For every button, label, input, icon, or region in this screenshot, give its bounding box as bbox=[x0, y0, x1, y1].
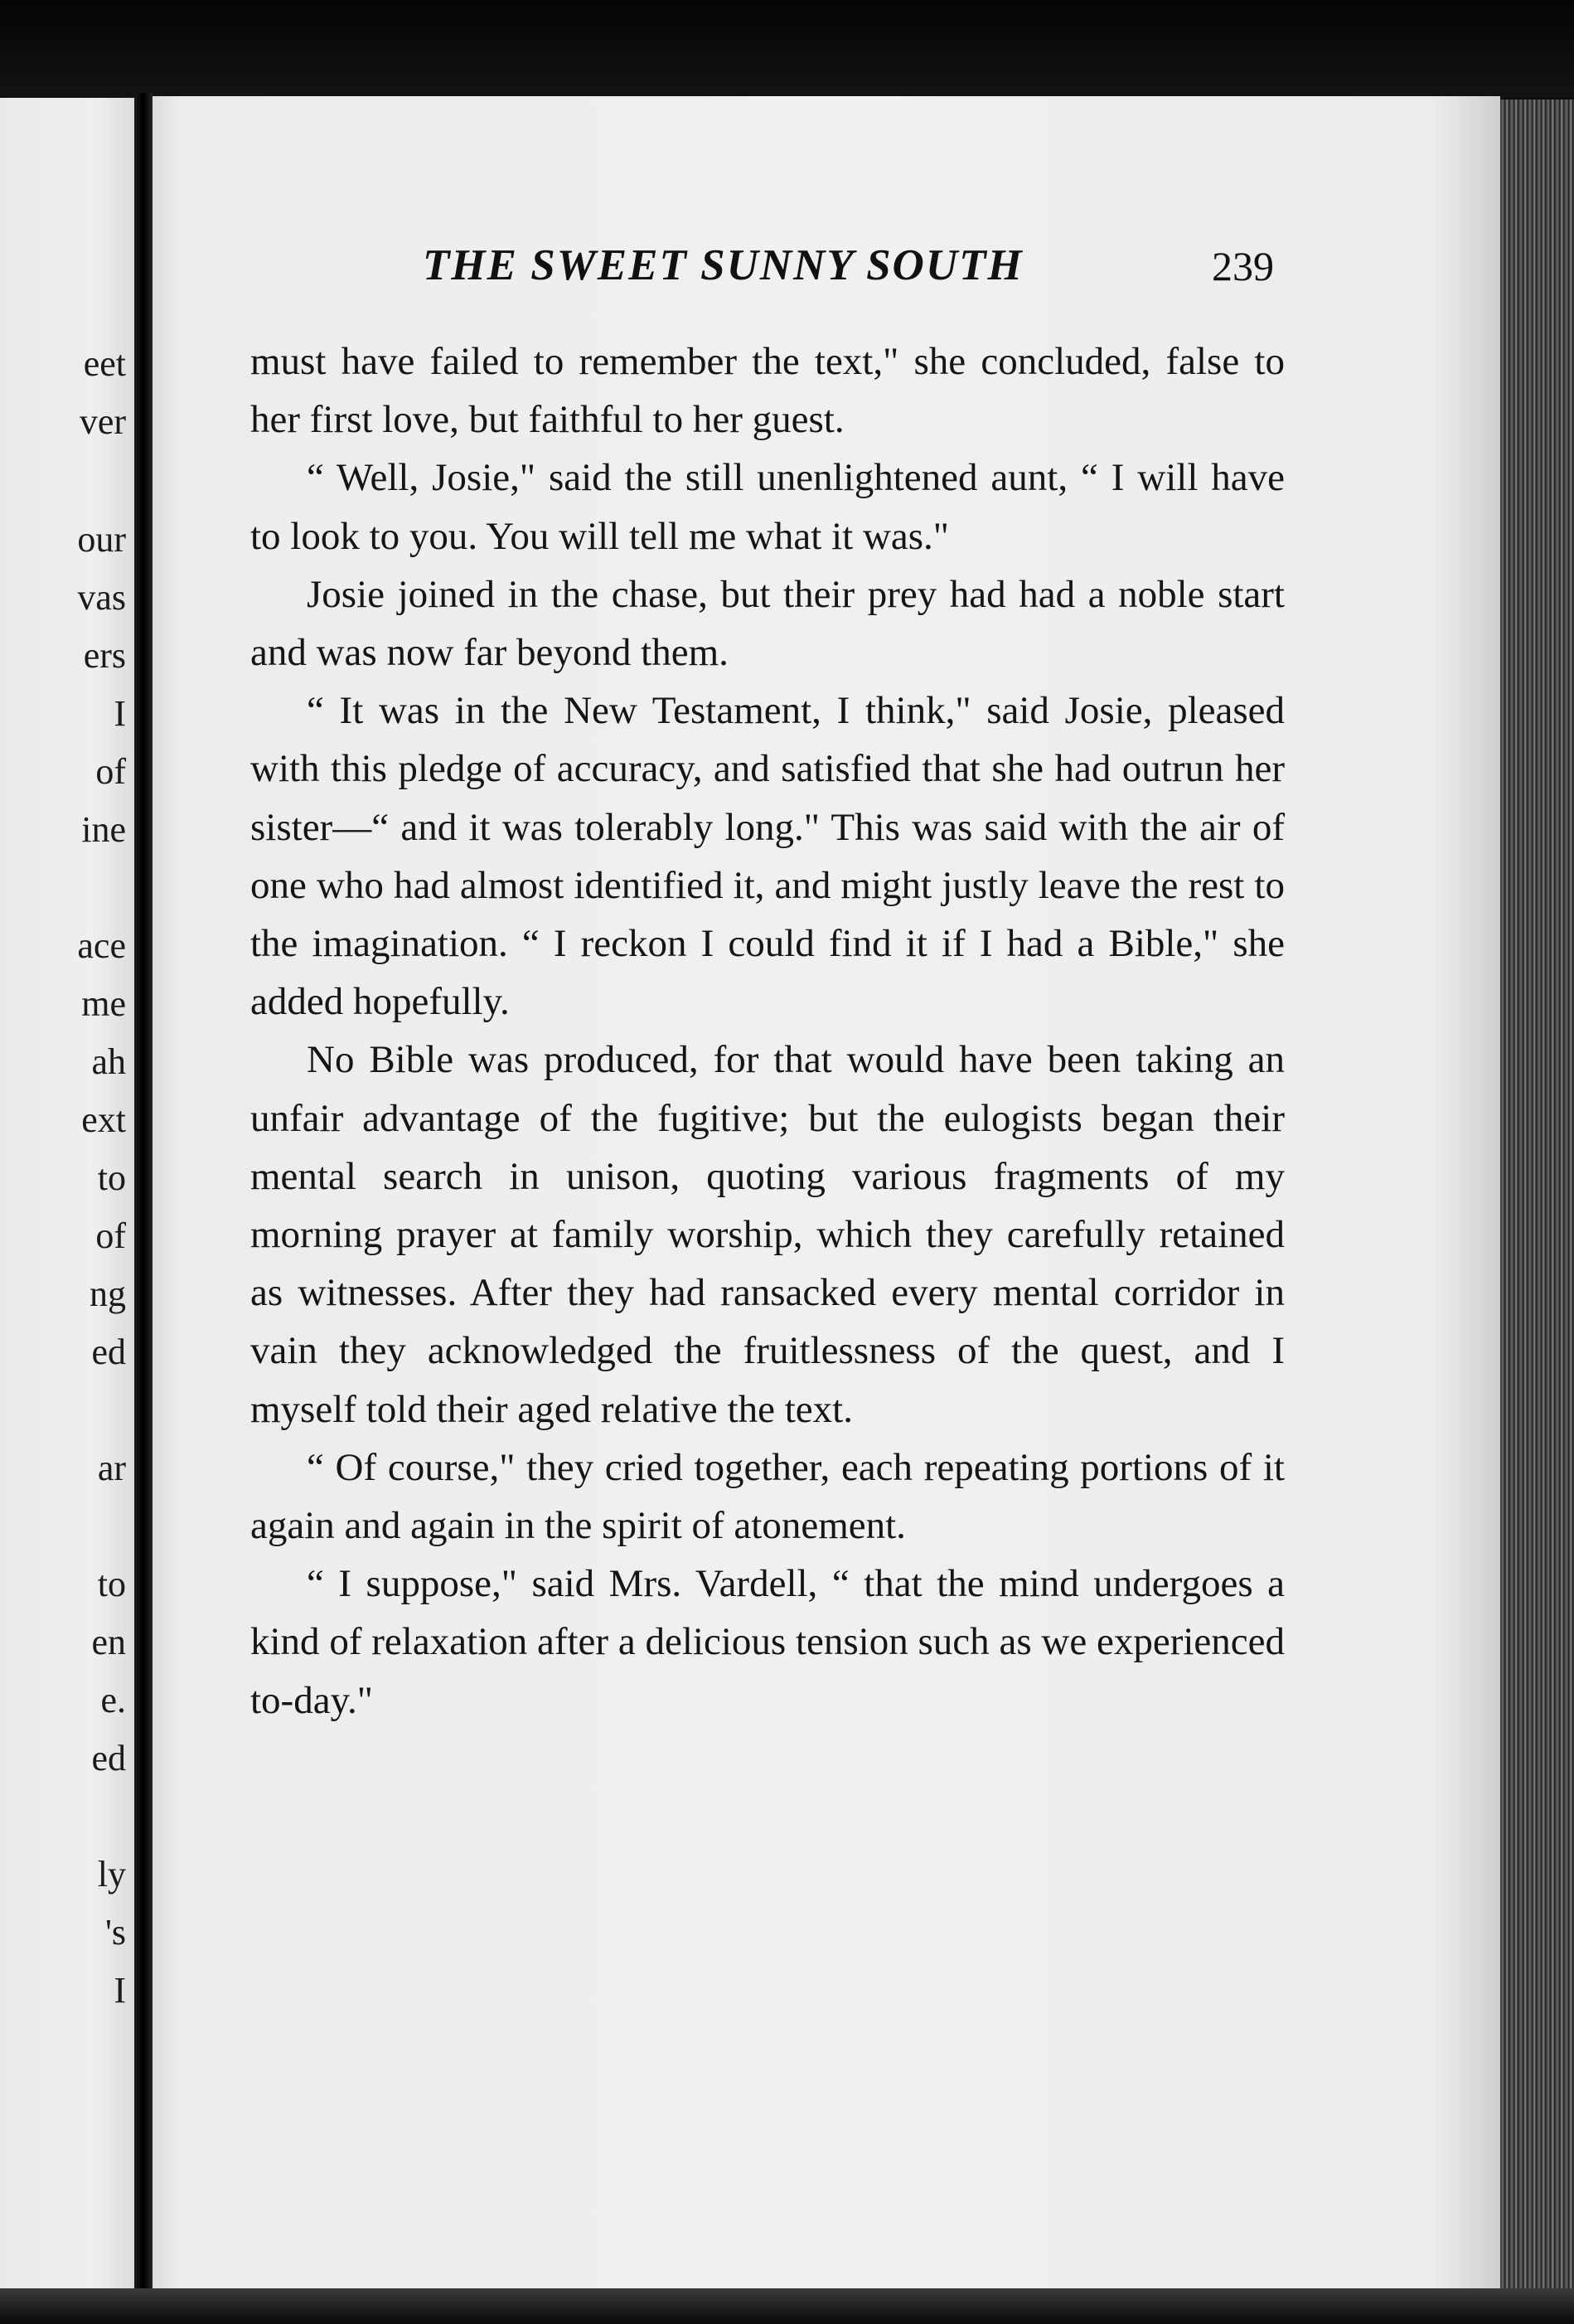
facing-line-fragment: ng bbox=[90, 1274, 126, 1314]
facing-line-fragment: I bbox=[114, 693, 126, 734]
facing-line-fragment: ver bbox=[79, 401, 126, 442]
book-gutter bbox=[134, 93, 153, 2324]
facing-page bbox=[0, 98, 134, 2307]
facing-line-fragment: vas bbox=[77, 577, 126, 618]
facing-line-fragment: to bbox=[97, 1564, 126, 1604]
facing-line-fragment: eet bbox=[83, 343, 126, 384]
paragraph: “ Well, Josie," said the still unenlightened aunt, “ I will have to look to you. You will tell me what it was." bbox=[250, 456, 1285, 558]
paragraph: No Bible was produced, for that would have been taking an unfair advantage of the fugitive; but the eulogists began their mental search in unison, quoting various fragments of my morning prayer at family worship, which they carefully retained as witnesses. After they had ransacked every mental corridor in vain they acknowledged the fruitlessness of the quest, and I myself told their aged relative the text. bbox=[250, 1038, 1285, 1431]
facing-line-fragment: me bbox=[81, 983, 126, 1024]
facing-line-fragment: en bbox=[91, 1622, 126, 1662]
page-number: 239 bbox=[1212, 243, 1274, 289]
facing-line-fragment: our bbox=[77, 519, 126, 560]
paragraph: must have failed to remember the text," she concluded, false to her first love, but faithful to her guest. bbox=[250, 340, 1285, 442]
facing-line-fragment: ly bbox=[97, 1854, 126, 1895]
facing-line-fragment: to bbox=[97, 1157, 126, 1198]
facing-line-fragment: I bbox=[114, 1970, 126, 2011]
paragraph: Josie joined in the chase, but their prey had had a noble start and was now far beyond them. bbox=[250, 572, 1285, 675]
facing-line-fragment: e. bbox=[100, 1680, 126, 1720]
facing-line-fragment: ed bbox=[91, 1738, 126, 1778]
facing-line-fragment: ah bbox=[91, 1041, 126, 1082]
facing-line-fragment: 's bbox=[104, 1912, 126, 1953]
body-text bbox=[250, 332, 1285, 1730]
facing-line-fragment: of bbox=[95, 1215, 126, 1256]
facing-line-fragment: ext bbox=[81, 1099, 126, 1140]
paragraph: “ It was in the New Testament, I think," said Josie, pleased with this pledge of accuracy, and satisfied that she had outrun her sister—“ and it was tolerably long." This was said with the air of one who had almost identified it, and might justly leave the rest to the imagination. “ I reckon I could find it if I had a Bible," she added hopefully. bbox=[250, 689, 1285, 1024]
scan-bottom-border bbox=[0, 2288, 1574, 2324]
scan-top-border bbox=[0, 0, 1574, 98]
facing-line-fragment: ar bbox=[97, 1448, 126, 1488]
facing-line-fragment: ace bbox=[77, 925, 126, 966]
facing-line-fragment: of bbox=[95, 751, 126, 792]
facing-line-fragment: ers bbox=[83, 635, 126, 676]
running-head: THE SWEET SUNNY SOUTH bbox=[423, 241, 1024, 289]
paragraph: “ I suppose," said Mrs. Vardell, “ that the mind undergoes a kind of relaxation after a delicious tension such as we experienced to-day." bbox=[250, 1562, 1285, 1722]
paragraph: “ Of course," they cried together, each repeating portions of it again and again in the spirit of atonement. bbox=[250, 1445, 1285, 1548]
page-stack-edge bbox=[1500, 99, 1574, 2324]
facing-line-fragment: ed bbox=[91, 1332, 126, 1372]
facing-line-fragment: ine bbox=[81, 809, 126, 850]
